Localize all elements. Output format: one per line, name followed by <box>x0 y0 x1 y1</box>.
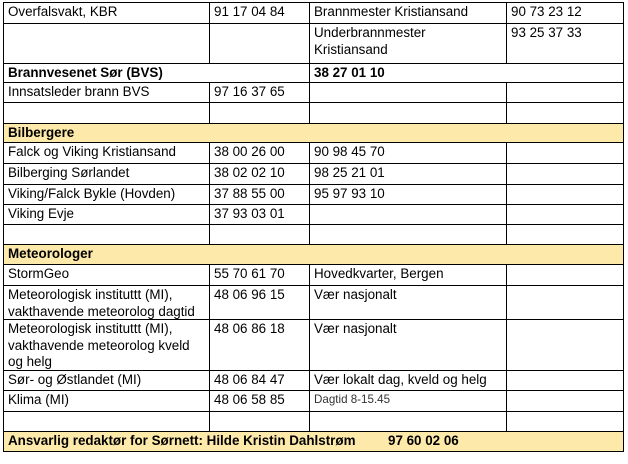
phone-number: 38 02 02 10 <box>214 165 285 180</box>
contact-info: Vær lokalt dag, kveld og helg <box>314 372 487 387</box>
phone-number: 55 70 61 70 <box>214 266 285 281</box>
footer-phone: 97 60 02 06 <box>388 433 459 448</box>
column-border <box>309 370 310 390</box>
column-border <box>506 224 507 244</box>
table-outer-border <box>3 2 4 452</box>
column-border <box>309 264 310 285</box>
contact-info: Hovedkvarter, Bergen <box>314 266 444 281</box>
contact-name <box>3 23 209 63</box>
column-border <box>209 370 210 390</box>
row-border <box>3 123 624 124</box>
column-border <box>209 142 210 163</box>
row-border <box>3 2 624 3</box>
column-border <box>209 23 210 63</box>
column-border <box>209 163 210 184</box>
contact-name: StormGeo <box>8 266 70 281</box>
column-border <box>209 224 210 244</box>
contact-name <box>3 102 209 123</box>
column-border <box>506 411 507 431</box>
row-border <box>3 451 624 452</box>
column-border <box>309 2 310 23</box>
column-border <box>309 285 310 319</box>
column-border <box>209 319 210 370</box>
row-border <box>3 224 624 225</box>
column-border <box>506 285 507 319</box>
phone-number-secondary <box>506 163 624 184</box>
column-border <box>506 370 507 390</box>
column-border <box>309 184 310 204</box>
phone-number: 48 06 84 47 <box>214 372 285 387</box>
row-border <box>3 82 624 83</box>
row-border <box>3 319 624 320</box>
contact-info <box>309 102 506 123</box>
phone-number-secondary <box>506 142 624 163</box>
phone-number <box>209 224 309 244</box>
row-border <box>3 23 624 24</box>
contact-info: 90 98 45 70 <box>314 144 385 159</box>
column-border <box>506 184 507 204</box>
contact-name: Innsatsleder brann BVS <box>8 84 150 99</box>
column-border <box>209 204 210 224</box>
column-border <box>309 102 310 123</box>
phone-number-secondary <box>506 184 624 204</box>
column-border <box>209 285 210 319</box>
column-border <box>209 102 210 123</box>
row-border <box>3 411 624 412</box>
contact-info: 95 97 93 10 <box>314 186 385 201</box>
contact-name: Viking/Falck Bykle (Hovden) <box>8 186 176 201</box>
phone-number: 38 00 26 00 <box>214 144 285 159</box>
phone-number-secondary: 90 73 23 12 <box>511 4 582 19</box>
column-border <box>506 390 507 411</box>
phone-number: 48 06 58 85 <box>214 392 285 407</box>
phone-number <box>209 23 309 63</box>
contact-info: 98 25 21 01 <box>314 165 385 180</box>
contact-name: Falck og Viking Kristiansand <box>8 144 176 159</box>
row-border <box>3 63 624 64</box>
contact-info: Underbrannmester Kristiansand <box>314 25 426 57</box>
column-border <box>209 390 210 411</box>
column-border <box>309 390 310 411</box>
footer-label: Ansvarlig redaktør for Sørnett: Hilde Kristin Dahlstrøm <box>8 433 356 448</box>
section-title: Bilbergere <box>8 125 75 140</box>
contact-info: Vær nasjonalt <box>314 321 397 336</box>
phone-number-secondary <box>506 82 624 102</box>
column-border <box>506 264 507 285</box>
column-border <box>209 82 210 102</box>
phone-number-secondary <box>506 102 624 123</box>
contact-info <box>309 204 506 224</box>
phone-number-secondary <box>506 370 624 390</box>
row-border <box>3 370 624 371</box>
phone-number <box>209 102 309 123</box>
column-border <box>309 142 310 163</box>
contact-info <box>309 224 506 244</box>
contact-name <box>3 411 209 431</box>
column-border <box>506 163 507 184</box>
contact-table <box>3 2 624 461</box>
column-border <box>309 163 310 184</box>
column-border <box>506 2 507 23</box>
section-phone: 38 27 01 10 <box>314 65 385 80</box>
phone-number-secondary <box>506 285 624 319</box>
column-border <box>506 204 507 224</box>
phone-number-secondary <box>506 264 624 285</box>
row-border <box>3 204 624 205</box>
column-border <box>309 23 310 63</box>
column-border <box>309 319 310 370</box>
column-border <box>209 411 210 431</box>
phone-number: 97 16 37 65 <box>214 84 285 99</box>
phone-number-secondary <box>506 390 624 411</box>
column-border <box>506 319 507 370</box>
phone-number: 37 88 55 00 <box>214 186 285 201</box>
phone-number: 91 17 04 84 <box>214 4 285 19</box>
phone-number: 48 06 96 15 <box>214 287 285 302</box>
column-border <box>506 23 507 63</box>
column-border <box>309 63 310 82</box>
column-border <box>209 184 210 204</box>
row-border <box>3 244 624 245</box>
row-border <box>3 431 624 432</box>
column-border <box>506 102 507 123</box>
contact-name <box>3 224 209 244</box>
column-border <box>309 204 310 224</box>
contact-name: Viking Evje <box>8 206 74 221</box>
column-border <box>506 142 507 163</box>
row-border <box>3 102 624 103</box>
row-border <box>3 184 624 185</box>
section-title: Meteorologer <box>8 246 93 261</box>
row-border <box>3 163 624 164</box>
column-border <box>209 2 210 23</box>
row-border <box>3 264 624 265</box>
phone-number-secondary <box>506 224 624 244</box>
phone-number <box>209 411 309 431</box>
column-border <box>209 264 210 285</box>
contact-info <box>309 411 506 431</box>
contact-info: Dagtid 8-15.45 <box>314 393 391 406</box>
phone-number-secondary <box>506 319 624 370</box>
row-border <box>3 285 624 286</box>
column-border <box>309 82 310 102</box>
contact-info: Brannmester Kristiansand <box>314 4 469 19</box>
column-border <box>309 224 310 244</box>
contact-name: Overfalsvakt, KBR <box>8 4 118 19</box>
row-border <box>3 142 624 143</box>
phone-number: 48 06 86 18 <box>214 321 285 336</box>
contact-info <box>309 82 506 102</box>
column-border <box>309 411 310 431</box>
contact-name: Meteorologisk instituttt (MI), vakthavende meteorolog dagtid <box>8 287 195 319</box>
column-border <box>506 82 507 102</box>
phone-number-secondary: 93 25 37 33 <box>511 25 582 40</box>
contact-info: Vær nasjonalt <box>314 287 397 302</box>
phone-number: 37 93 03 01 <box>214 206 285 221</box>
phone-number-secondary <box>506 204 624 224</box>
contact-name: Sør- og Østlandet (MI) <box>8 372 142 387</box>
contact-name: Bilberging Sørlandet <box>8 165 130 180</box>
section-title: Brannvesenet Sør (BVS) <box>8 65 163 80</box>
phone-number-secondary <box>506 411 624 431</box>
table-outer-border <box>623 2 624 452</box>
row-border <box>3 390 624 391</box>
contact-name: Klima (MI) <box>8 392 69 407</box>
contact-name: Meteorologisk instituttt (MI), vakthavende meteorolog kveld og helg <box>8 321 190 369</box>
